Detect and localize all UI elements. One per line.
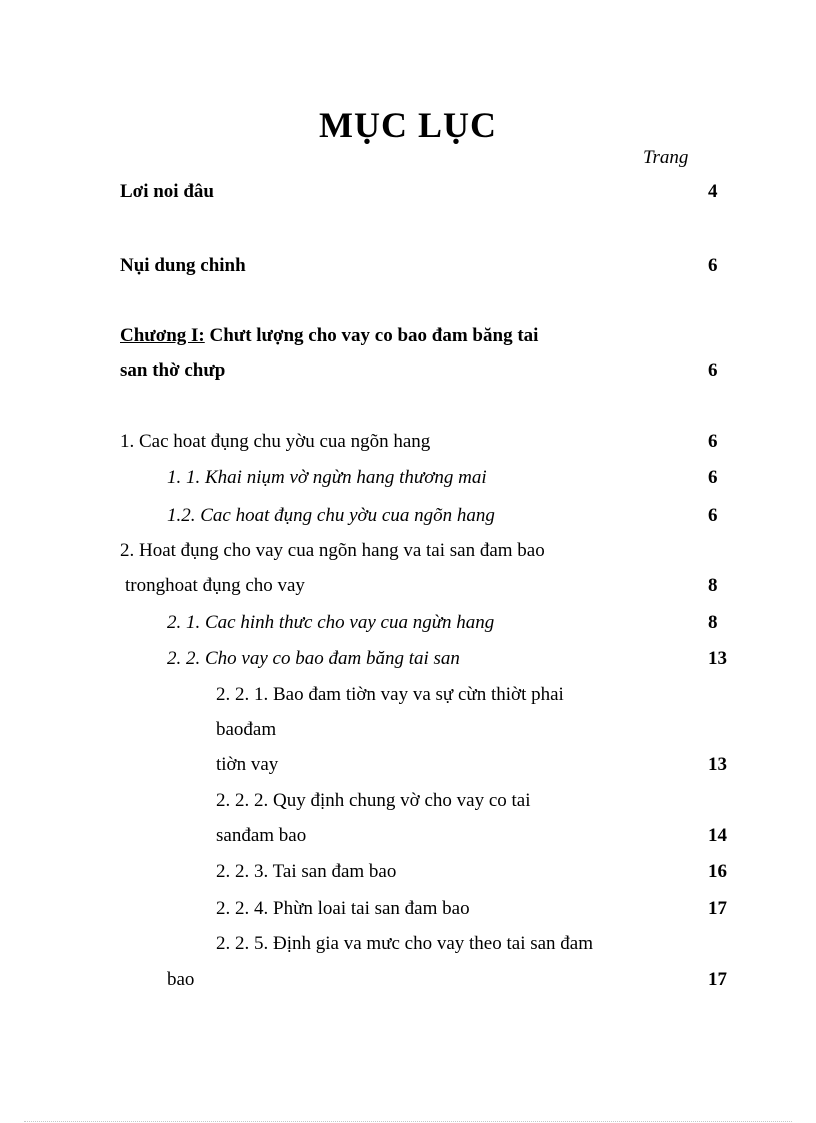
toc-entry-page: 13 — [708, 648, 727, 669]
toc-entry-page: 6 — [708, 255, 718, 276]
toc-entry-text: 2. 1. Cac hinh thưc cho vay cua ngừn hang — [167, 612, 495, 633]
toc-entry-page: 8 — [708, 575, 718, 596]
toc-entry — [0, 572, 816, 600]
page-title: MỤC LỤC — [319, 105, 497, 145]
toc-entry — [0, 895, 816, 923]
toc-entry — [0, 464, 816, 492]
toc-entry — [0, 858, 816, 886]
toc-entry-page: 6 — [708, 467, 718, 488]
toc-entry-page: 6 — [708, 505, 718, 526]
toc-entry-page: 14 — [708, 825, 727, 846]
toc-entry-text: baođam — [216, 719, 277, 740]
toc-entry — [0, 822, 816, 850]
toc-entry-page: 8 — [708, 612, 718, 633]
toc-entry — [0, 178, 816, 206]
chapter-title: Chưt lượng cho vay co bao đam băng tai — [209, 325, 539, 346]
toc-entry-text: san thờ chưp — [120, 360, 226, 381]
toc-entry-page: 16 — [708, 861, 727, 882]
toc-entry-text: 2. Hoat đụng cho vay cua ngõn hang va tai san đam bao — [120, 540, 545, 561]
toc-entry — [0, 966, 816, 994]
toc-entry-text: 2. 2. 1. Bao đam tiờn vay va sự cừn thiờt phai — [216, 684, 564, 705]
toc-entry-text: 2. 2. Cho vay co bao đam băng tai san — [167, 648, 460, 669]
toc-entry-text: tiờn vay — [216, 754, 279, 775]
toc-entry-page: 4 — [708, 181, 718, 202]
toc-entry — [0, 537, 816, 565]
toc-entry-text: 1. 1. Khai niụm vờ ngừn hang thương mai — [167, 467, 487, 488]
toc-entry — [0, 716, 816, 744]
toc-entry — [0, 751, 816, 779]
toc-entry-text: 1.2. Cac hoat đụng chu yờu cua ngõn hang — [167, 505, 495, 526]
toc-entry-text: tronghoat đụng cho vay — [125, 575, 305, 596]
toc-entry — [0, 357, 816, 385]
toc-entry-text: sanđam bao — [216, 825, 307, 846]
toc-entry-text: 2. 2. 3. Tai san đam bao — [216, 861, 397, 882]
toc-entry-text — [120, 322, 538, 350]
toc-entry — [0, 428, 816, 456]
toc-entry — [0, 645, 816, 673]
toc-entry-page: 13 — [708, 754, 727, 775]
toc-entry-text: Nụi dung chinh — [120, 255, 246, 276]
toc-entry-page: 6 — [708, 431, 718, 452]
page-bottom-divider — [24, 1121, 792, 1122]
chapter-label: Chương I: — [120, 325, 205, 346]
toc-entry — [0, 787, 816, 815]
toc-entry-text: 1. Cac hoat đụng chu yờu cua ngõn hang — [120, 431, 431, 452]
toc-entry-text: Lơi noi đâu — [120, 181, 214, 202]
page-column-label: Trang — [643, 147, 689, 168]
toc-entry-text: 2. 2. 5. Định gia va mưc cho vay theo tai san đam — [216, 933, 594, 954]
toc-entry-page: 17 — [708, 969, 727, 990]
toc-entry — [0, 322, 816, 350]
toc-entry-page: 6 — [708, 360, 718, 381]
toc-entry — [0, 930, 816, 958]
toc-entry-page: 17 — [708, 898, 727, 919]
toc-entry — [0, 502, 816, 530]
toc-entry — [0, 252, 816, 280]
toc-entry-text: 2. 2. 2. Quy định chung vờ cho vay co tai — [216, 790, 531, 811]
toc-entry — [0, 609, 816, 637]
toc-entry-text: bao — [167, 969, 195, 990]
toc-entry — [0, 681, 816, 709]
toc-entry-text: 2. 2. 4. Phừn loai tai san đam bao — [216, 898, 470, 919]
